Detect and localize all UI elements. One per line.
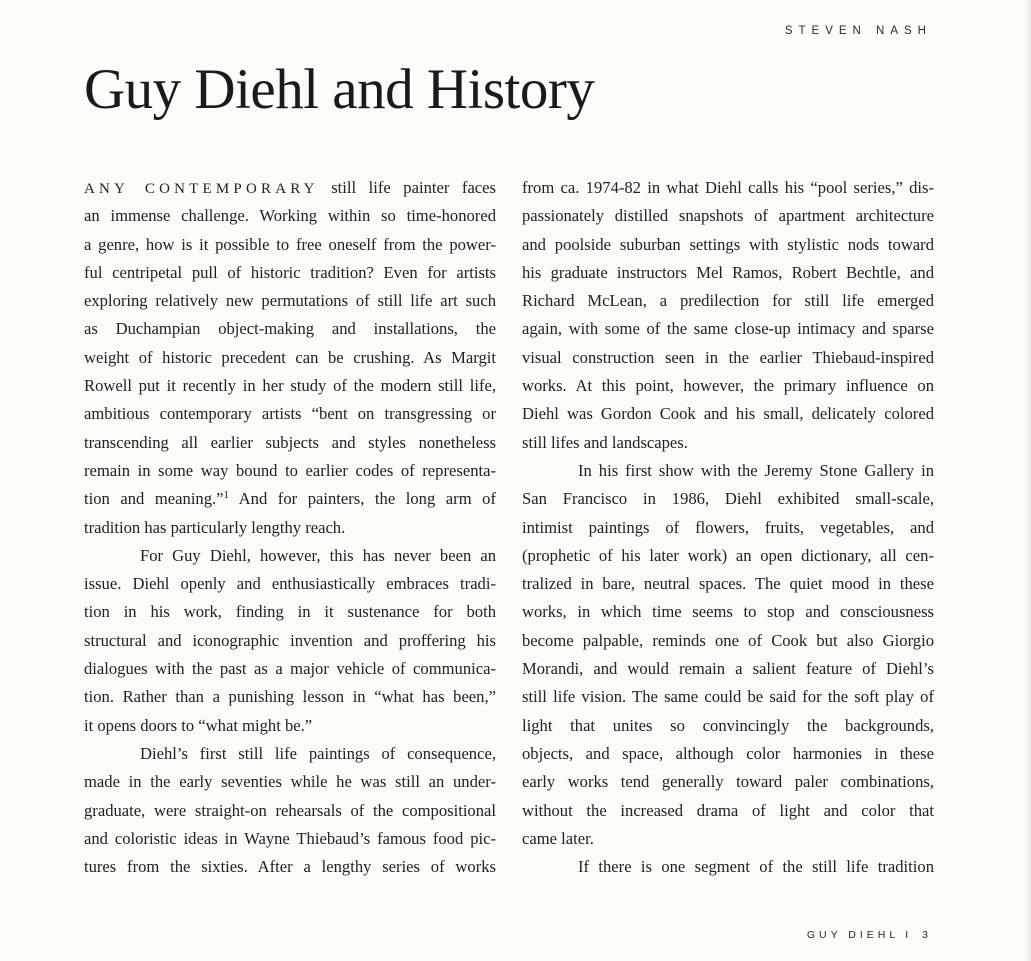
line-text-after-note: And for painters, the long arm of — [229, 489, 496, 509]
opening-small-caps: ANY CONTEMPORARY — [84, 181, 319, 197]
line-text: made in the early seventies while he was still an under- — [84, 772, 496, 792]
text-line — [522, 825, 934, 853]
line-text: light that unites so convincingly the backgrounds, — [522, 715, 934, 735]
line-text: and poolside suburban settings with stylistic nods toward — [522, 234, 934, 254]
line-text: early works tend generally toward paler combinations, — [522, 772, 934, 792]
text-line — [84, 287, 496, 315]
footnote-reference: 1 — [223, 489, 230, 502]
text-line — [522, 853, 934, 881]
line-text: tion in his work, finding in it sustenance for both — [84, 602, 496, 622]
line-text: Morandi, and would remain a salient feature of Diehl’s — [522, 659, 934, 679]
text-line — [522, 485, 934, 513]
text-line — [84, 853, 496, 881]
text-line — [84, 400, 496, 428]
line-text: structural and iconographic invention and proffering his — [84, 630, 496, 650]
line-text: his graduate instructors Mel Ramos, Robert Bechtle, and — [522, 262, 934, 282]
text-line — [522, 542, 934, 570]
line-text: Diehl’s first still life paintings of consequence, — [140, 743, 496, 763]
line-text: intimist paintings of flowers, fruits, vegetables, and — [522, 517, 934, 537]
line-text: dialogues with the past as a major vehicle of communica- — [84, 659, 496, 679]
line-text: ful centripetal pull of historic tradition? Even for artists — [84, 262, 496, 282]
line-text: exploring relatively new permutations of still life art such — [84, 291, 496, 311]
text-line — [522, 712, 934, 740]
line-text: tion. Rather than a punishing lesson in “what has been,” — [84, 687, 496, 707]
text-line — [84, 825, 496, 853]
page-edge-shadow — [1025, 0, 1031, 961]
text-line — [522, 655, 934, 683]
text-line — [522, 768, 934, 796]
text-line — [84, 202, 496, 230]
text-line — [84, 740, 496, 768]
line-text: it opens doors to “what might be.” — [84, 715, 313, 735]
line-text: ambitious contemporary artists “bent on transgressing or — [84, 404, 496, 424]
line-text: came later. — [522, 828, 594, 848]
text-line — [522, 457, 934, 485]
line-text: and coloristic ideas in Wayne Thiebaud’s famous food pic- — [84, 828, 496, 848]
text-line — [522, 400, 934, 428]
text-line — [84, 429, 496, 457]
text-line — [84, 542, 496, 570]
text-line — [522, 598, 934, 626]
line-text: Richard McLean, a predilection for still life emerged — [522, 291, 934, 311]
text-line — [522, 174, 934, 202]
line-text: still life vision. The same could be said for the soft play of — [522, 687, 934, 707]
line-text: from ca. 1974-82 in what Diehl calls his “pool series,” dis- — [522, 178, 934, 197]
page-number: 3 — [922, 929, 932, 941]
line-text: as Duchampian object-making and installations, the — [84, 319, 496, 339]
line-text: without the increased drama of light and color that — [522, 800, 934, 820]
line-text: again, with some of the same close-up intimacy and sparse — [522, 319, 934, 339]
text-line — [84, 768, 496, 796]
text-line — [522, 429, 934, 457]
text-line — [84, 514, 496, 542]
footer-separator: I — [905, 929, 913, 941]
line-text: remain in some way bound to earlier codes of representa- — [84, 460, 496, 480]
text-line — [522, 202, 934, 230]
running-head-author: STEVEN NASH — [784, 25, 932, 37]
line-text: transcending all earlier subjects and styles nonetheless — [84, 432, 496, 452]
text-line — [522, 259, 934, 287]
right-text-column — [522, 174, 934, 881]
text-line — [84, 485, 496, 513]
line-text: Diehl was Gordon Cook and his small, delicately colored — [522, 404, 934, 424]
text-line — [84, 372, 496, 400]
text-line — [522, 627, 934, 655]
text-line — [84, 627, 496, 655]
page-title: Guy Diehl and History — [84, 58, 595, 121]
text-line — [84, 683, 496, 711]
line-text: tion and meaning.” — [84, 489, 224, 509]
line-text: San Francisco in 1986, Diehl exhibited small-scale, — [522, 489, 934, 509]
line-text: In his first show with the Jeremy Stone Gallery in — [578, 460, 934, 480]
line-text: a genre, how is it possible to free oneself from the power- — [84, 234, 496, 254]
line-text: If there is one segment of the still life tradition — [578, 857, 934, 877]
text-line — [522, 740, 934, 768]
line-text: For Guy Diehl, however, this has never been an — [140, 545, 496, 565]
text-line — [84, 570, 496, 598]
line-text: works, in which time seems to stop and consciousness — [522, 602, 934, 622]
line-text: works. At this point, however, the primary influence on — [522, 376, 934, 396]
line-text: tralized in bare, neutral spaces. The quiet mood in these — [522, 574, 934, 594]
text-line — [522, 315, 934, 343]
text-line — [84, 457, 496, 485]
text-line — [84, 655, 496, 683]
text-line — [522, 344, 934, 372]
line-text: become palpable, reminds one of Cook but also Giorgio — [522, 630, 934, 650]
text-line — [84, 259, 496, 287]
text-line — [522, 683, 934, 711]
text-line — [84, 344, 496, 372]
line-text: visual construction seen in the earlier Thiebaud-inspired — [522, 347, 934, 367]
line-text: Rowell put it recently in her study of the modern still life, — [84, 376, 496, 396]
text-line — [84, 598, 496, 626]
line-text: an immense challenge. Working within so time-honored — [84, 206, 496, 226]
text-line — [522, 372, 934, 400]
text-line — [84, 315, 496, 343]
text-line — [84, 231, 496, 259]
text-line — [84, 174, 496, 202]
line-text: tradition has particularly lengthy reach. — [84, 517, 346, 537]
text-line — [522, 514, 934, 542]
text-line — [522, 797, 934, 825]
text-line — [522, 231, 934, 259]
line-text: issue. Diehl openly and enthusiastically embraces tradi- — [84, 574, 496, 594]
text-line — [522, 570, 934, 598]
line-text: objects, and space, although color harmonies in these — [522, 743, 934, 763]
text-line — [84, 712, 496, 740]
footer-book-title: GUY DIEHL — [806, 929, 900, 941]
line-text: weight of historic precedent can be crushing. As Margit — [84, 347, 496, 367]
line-text: graduate, were straight-on rehearsals of the compositional — [84, 800, 496, 820]
page-footer — [807, 929, 932, 941]
text-line — [522, 287, 934, 315]
left-text-column — [84, 174, 496, 881]
line-text: passionately distilled snapshots of apartment architecture — [522, 206, 934, 226]
line-text: (prophetic of his later work) an open dictionary, all cen- — [522, 545, 934, 565]
line-text: tures from the sixties. After a lengthy series of works — [84, 857, 496, 877]
line-text: still life painter faces — [318, 178, 496, 197]
text-line — [84, 797, 496, 825]
line-text: still lifes and landscapes. — [522, 432, 688, 452]
